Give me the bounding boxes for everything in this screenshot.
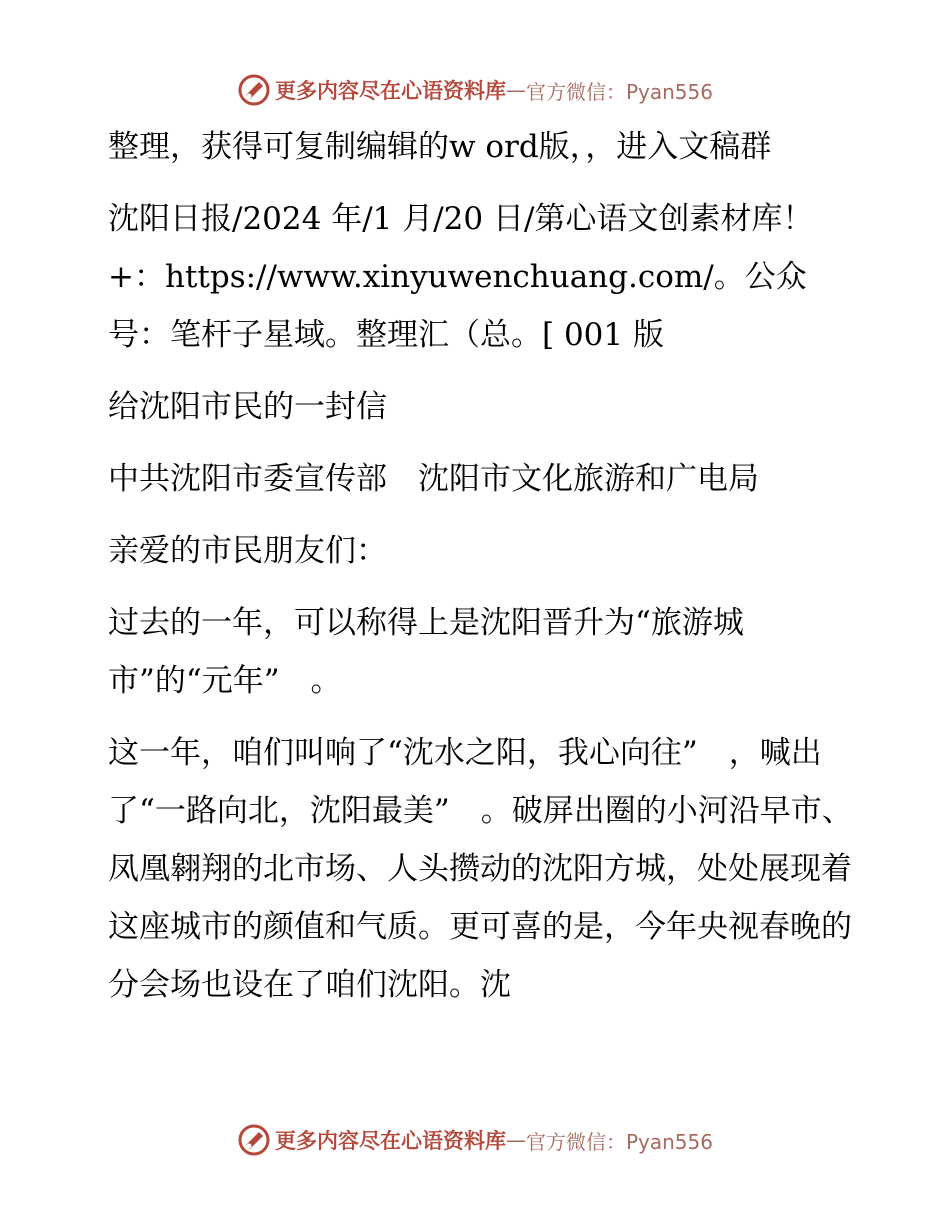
letter-title: 给沈阳市民的一封信: [108, 389, 387, 425]
banner-brand-text: 更多内容尽在心语资料库: [274, 79, 506, 103]
document-body: [98, 118, 858, 1028]
paragraph-body-2: 这一年，咱们叫响了“沈水之阳，我心向往” ，喊出了“一路向北，沈阳最美” 。破屏出圈的小河沿早市、凤凰翱翔的北市场、人头攒动的沈阳方城，处处展现着这座城市的颜值和气质。更可喜的是，今年央视春晚的分会场也设在了咱们沈阳。沈: [108, 735, 853, 1003]
paragraph-intro-note: 整理，获得可复制编辑的w ord版，，进入文稿群: [108, 129, 772, 165]
brand-logo-icon: [237, 73, 271, 107]
banner-separator: —: [505, 1128, 526, 1152]
banner-contact-text: 官方微信：Pyan556: [525, 79, 713, 104]
paragraph-source-line: 沈阳日报/2024 年/1 月/20 日/第心语文创素材库！+：https://www.xinyuwenchuang.com/。公众号：笔杆子星域。整理汇（总。[ 001 版: [108, 201, 814, 353]
brand-logo-icon: [237, 1123, 271, 1157]
letter-salutation: 亲爱的市民朋友们：: [108, 533, 387, 569]
footer-watermark-banner: [0, 1120, 950, 1160]
header-watermark-banner: [0, 70, 950, 110]
paragraph-body-1: 过去的一年，可以称得上是沈阳晋升为“旅游城市”的“元年” 。: [108, 605, 744, 699]
banner-separator: —: [505, 78, 526, 102]
banner-brand-text: 更多内容尽在心语资料库: [274, 1129, 506, 1153]
letter-authors: 中共沈阳市委宣传部 沈阳市文化旅游和广电局: [108, 461, 759, 497]
banner-contact-text: 官方微信：Pyan556: [525, 1129, 713, 1154]
